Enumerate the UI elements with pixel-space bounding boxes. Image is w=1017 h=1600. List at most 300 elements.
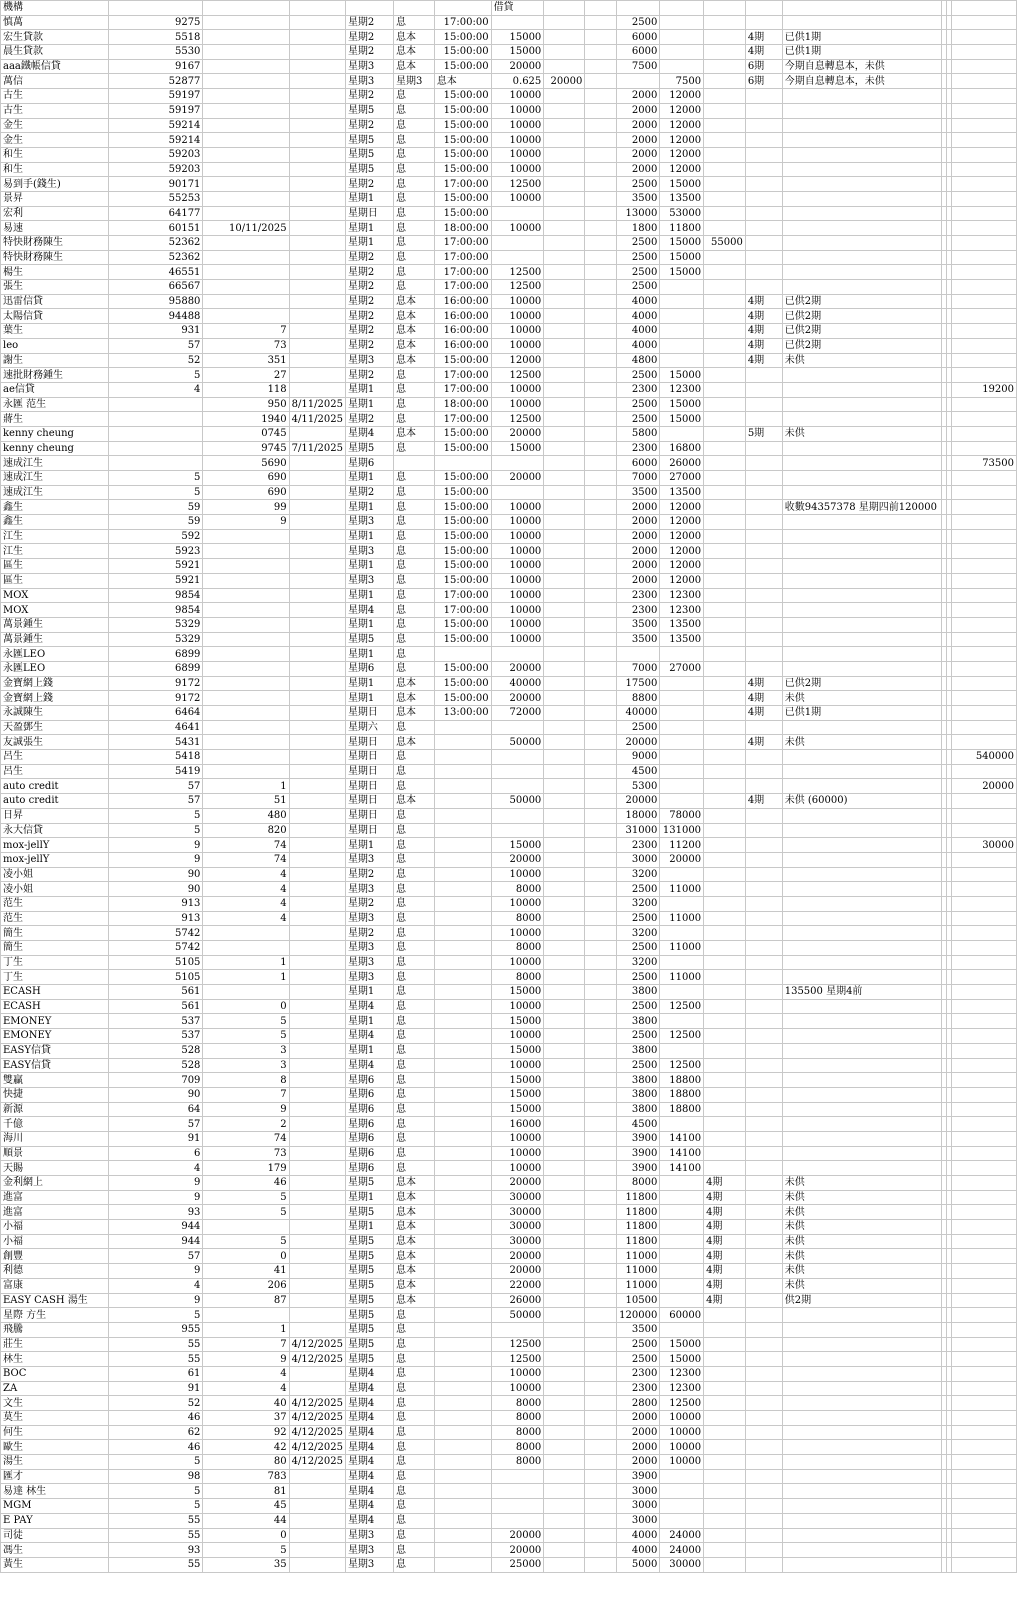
cell[interactable] xyxy=(704,1455,746,1470)
cell[interactable]: E PAY xyxy=(1,1513,109,1528)
cell[interactable]: 息 xyxy=(393,500,434,515)
cell[interactable]: 3200 xyxy=(617,896,660,911)
cell[interactable] xyxy=(704,1014,746,1029)
cell[interactable] xyxy=(393,456,434,471)
cell[interactable] xyxy=(782,1161,941,1176)
cell[interactable] xyxy=(203,103,289,118)
cell[interactable]: ae信貸 xyxy=(1,382,109,397)
cell[interactable]: 18800 xyxy=(660,1073,704,1088)
cell[interactable]: 12300 xyxy=(660,1381,704,1396)
cell[interactable] xyxy=(704,779,746,794)
cell[interactable] xyxy=(782,823,941,838)
cell[interactable]: 3800 xyxy=(617,1073,660,1088)
cell[interactable]: 15000 xyxy=(491,30,544,45)
cell[interactable] xyxy=(585,89,617,104)
cell[interactable] xyxy=(951,324,1016,339)
cell[interactable]: 12500 xyxy=(491,412,544,427)
cell[interactable]: 千億 xyxy=(1,1117,109,1132)
cell[interactable] xyxy=(745,236,782,251)
cell[interactable]: 24000 xyxy=(660,1543,704,1558)
cell[interactable]: 星期1 xyxy=(345,1043,393,1058)
cell[interactable] xyxy=(585,1190,617,1205)
cell[interactable]: 12000 xyxy=(660,515,704,530)
cell[interactable] xyxy=(951,706,1016,721)
cell[interactable] xyxy=(491,1513,544,1528)
cell[interactable]: 480 xyxy=(203,808,289,823)
cell[interactable] xyxy=(434,970,491,985)
cell[interactable] xyxy=(289,294,345,309)
cell[interactable] xyxy=(951,441,1016,456)
cell[interactable]: 20000 xyxy=(491,1528,544,1543)
cell[interactable]: 2300 xyxy=(617,588,660,603)
cell[interactable]: 60151 xyxy=(108,221,203,236)
cell[interactable]: 5690 xyxy=(203,456,289,471)
cell[interactable] xyxy=(434,779,491,794)
cell[interactable] xyxy=(289,823,345,838)
cell[interactable] xyxy=(951,1322,1016,1337)
cell[interactable]: 小福 xyxy=(1,1220,109,1235)
cell[interactable]: 星期2 xyxy=(345,926,393,941)
cell[interactable] xyxy=(585,808,617,823)
cell[interactable] xyxy=(544,896,585,911)
cell[interactable] xyxy=(544,30,585,45)
cell[interactable]: 40000 xyxy=(491,676,544,691)
cell[interactable]: 息 xyxy=(393,177,434,192)
cell[interactable]: 12500 xyxy=(491,368,544,383)
cell[interactable]: 星期1 xyxy=(345,647,393,662)
cell[interactable]: 5期 xyxy=(745,426,782,441)
cell[interactable]: 15:00:00 xyxy=(434,162,491,177)
cell[interactable]: 7/11/2025 xyxy=(289,441,345,456)
cell[interactable] xyxy=(434,1220,491,1235)
cell[interactable] xyxy=(544,1220,585,1235)
cell[interactable]: 星期2 xyxy=(345,89,393,104)
cell[interactable] xyxy=(660,1293,704,1308)
cell[interactable]: 1 xyxy=(203,1322,289,1337)
cell[interactable] xyxy=(704,1557,746,1572)
cell[interactable]: 8000 xyxy=(491,1440,544,1455)
cell[interactable]: 9172 xyxy=(108,676,203,691)
cell[interactable] xyxy=(289,1308,345,1323)
cell[interactable] xyxy=(434,1455,491,1470)
cell[interactable] xyxy=(704,808,746,823)
cell[interactable]: 星期6 xyxy=(345,1073,393,1088)
cell[interactable] xyxy=(745,1220,782,1235)
cell[interactable] xyxy=(585,1411,617,1426)
cell[interactable]: 12000 xyxy=(660,147,704,162)
cell[interactable]: 10000 xyxy=(491,1146,544,1161)
cell[interactable]: 20000 xyxy=(660,852,704,867)
cell[interactable]: 息 xyxy=(393,941,434,956)
cell[interactable] xyxy=(704,544,746,559)
cell[interactable] xyxy=(544,265,585,280)
cell[interactable] xyxy=(782,573,941,588)
cell[interactable]: 2000 xyxy=(617,89,660,104)
cell[interactable] xyxy=(585,1220,617,1235)
cell[interactable]: 息 xyxy=(393,441,434,456)
cell[interactable] xyxy=(544,661,585,676)
cell[interactable]: 易速 xyxy=(1,221,109,236)
cell[interactable] xyxy=(585,955,617,970)
cell[interactable] xyxy=(951,1543,1016,1558)
cell[interactable] xyxy=(704,456,746,471)
cell[interactable] xyxy=(782,808,941,823)
cell[interactable]: 15:00:00 xyxy=(434,691,491,706)
cell[interactable] xyxy=(289,515,345,530)
cell[interactable] xyxy=(745,1029,782,1044)
cell[interactable] xyxy=(585,559,617,574)
cell[interactable]: 12500 xyxy=(660,1396,704,1411)
cell[interactable]: 楊生 xyxy=(1,265,109,280)
cell[interactable]: 5 xyxy=(108,1455,203,1470)
cell[interactable] xyxy=(289,471,345,486)
cell[interactable]: 10000 xyxy=(491,118,544,133)
cell[interactable] xyxy=(704,823,746,838)
cell[interactable]: 2500 xyxy=(617,941,660,956)
cell[interactable]: 4000 xyxy=(617,324,660,339)
cell[interactable]: 955 xyxy=(108,1322,203,1337)
cell[interactable]: 7000 xyxy=(617,471,660,486)
cell[interactable] xyxy=(951,603,1016,618)
cell[interactable]: 富康 xyxy=(1,1278,109,1293)
cell[interactable]: 10000 xyxy=(491,133,544,148)
cell[interactable] xyxy=(434,1528,491,1543)
cell[interactable] xyxy=(782,1366,941,1381)
cell[interactable]: 4/12/2025 xyxy=(289,1337,345,1352)
cell[interactable]: 46 xyxy=(108,1411,203,1426)
cell[interactable]: 9 xyxy=(108,1264,203,1279)
cell[interactable] xyxy=(289,500,345,515)
cell[interactable] xyxy=(203,603,289,618)
cell[interactable] xyxy=(782,1087,941,1102)
cell[interactable]: 15000 xyxy=(491,441,544,456)
cell[interactable] xyxy=(491,456,544,471)
cell[interactable] xyxy=(951,955,1016,970)
cell[interactable]: 息 xyxy=(393,515,434,530)
cell[interactable]: mox-jellY xyxy=(1,838,109,853)
cell[interactable] xyxy=(660,1014,704,1029)
cell[interactable]: 944 xyxy=(108,1220,203,1235)
cell[interactable]: 星期4 xyxy=(345,1396,393,1411)
cell[interactable]: 20000 xyxy=(491,691,544,706)
cell[interactable]: 和生 xyxy=(1,162,109,177)
cell[interactable] xyxy=(782,368,941,383)
cell[interactable]: 息 xyxy=(393,1337,434,1352)
cell[interactable]: 息本 xyxy=(393,1293,434,1308)
cell[interactable]: 3900 xyxy=(617,1146,660,1161)
cell[interactable] xyxy=(782,970,941,985)
cell[interactable]: 2500 xyxy=(617,177,660,192)
cell[interactable]: 10000 xyxy=(491,1131,544,1146)
cell[interactable] xyxy=(704,1499,746,1514)
cell[interactable] xyxy=(660,1499,704,1514)
cell[interactable]: 息 xyxy=(393,955,434,970)
cell[interactable]: 簡生 xyxy=(1,926,109,941)
cell[interactable] xyxy=(745,500,782,515)
cell[interactable] xyxy=(704,147,746,162)
cell[interactable] xyxy=(660,1117,704,1132)
cell[interactable]: 11000 xyxy=(660,970,704,985)
cell[interactable]: 13500 xyxy=(660,485,704,500)
cell[interactable]: 15000 xyxy=(660,397,704,412)
cell[interactable] xyxy=(434,867,491,882)
cell[interactable] xyxy=(951,1528,1016,1543)
cell[interactable]: 50000 xyxy=(491,794,544,809)
cell[interactable] xyxy=(745,1073,782,1088)
cell[interactable] xyxy=(544,147,585,162)
cell[interactable] xyxy=(289,603,345,618)
cell[interactable]: 5 xyxy=(108,1308,203,1323)
cell[interactable]: 2000 xyxy=(617,515,660,530)
cell[interactable]: 萬景鍾生 xyxy=(1,632,109,647)
cell[interactable]: 天賜 xyxy=(1,1161,109,1176)
cell[interactable]: 12500 xyxy=(660,1058,704,1073)
cell[interactable] xyxy=(704,970,746,985)
cell[interactable]: 丁生 xyxy=(1,970,109,985)
cell[interactable] xyxy=(544,353,585,368)
cell[interactable] xyxy=(203,926,289,941)
cell[interactable]: 9 xyxy=(108,838,203,853)
cell[interactable] xyxy=(951,1293,1016,1308)
cell[interactable] xyxy=(289,133,345,148)
cell[interactable] xyxy=(544,779,585,794)
cell[interactable] xyxy=(782,191,941,206)
cell[interactable] xyxy=(585,676,617,691)
cell[interactable]: 20000 xyxy=(951,779,1016,794)
cell[interactable] xyxy=(434,1176,491,1191)
cell[interactable]: 星期6 xyxy=(345,661,393,676)
cell[interactable]: 15:00:00 xyxy=(434,45,491,60)
cell[interactable] xyxy=(544,1102,585,1117)
cell[interactable]: 息 xyxy=(393,1469,434,1484)
cell[interactable]: 3500 xyxy=(617,632,660,647)
cell[interactable] xyxy=(660,750,704,765)
cell[interactable] xyxy=(544,382,585,397)
cell[interactable] xyxy=(660,294,704,309)
cell[interactable]: 星期5 xyxy=(345,1278,393,1293)
cell[interactable]: 57 xyxy=(108,794,203,809)
cell[interactable] xyxy=(491,647,544,662)
cell[interactable]: 星期4 xyxy=(345,1484,393,1499)
cell[interactable]: 何生 xyxy=(1,1425,109,1440)
cell[interactable]: 永匯LEO xyxy=(1,661,109,676)
cell[interactable]: 7 xyxy=(203,324,289,339)
cell[interactable] xyxy=(544,1073,585,1088)
cell[interactable]: 4期 xyxy=(704,1234,746,1249)
cell[interactable]: 24000 xyxy=(660,1528,704,1543)
cell[interactable]: 2500 xyxy=(617,397,660,412)
cell[interactable]: 10000 xyxy=(491,896,544,911)
cell[interactable]: 未供 xyxy=(782,1234,941,1249)
cell[interactable]: 73500 xyxy=(951,456,1016,471)
cell[interactable]: 12000 xyxy=(660,103,704,118)
cell[interactable] xyxy=(782,720,941,735)
cell[interactable] xyxy=(203,118,289,133)
cell[interactable]: 12000 xyxy=(660,544,704,559)
cell[interactable] xyxy=(544,1484,585,1499)
cell[interactable] xyxy=(544,162,585,177)
cell[interactable] xyxy=(660,1220,704,1235)
cell[interactable]: 順景 xyxy=(1,1146,109,1161)
cell[interactable]: 息 xyxy=(393,206,434,221)
cell[interactable]: 17:00:00 xyxy=(434,236,491,251)
cell[interactable] xyxy=(544,1381,585,1396)
cell[interactable] xyxy=(745,867,782,882)
cell[interactable] xyxy=(544,559,585,574)
cell[interactable] xyxy=(704,1528,746,1543)
cell[interactable] xyxy=(491,720,544,735)
cell[interactable] xyxy=(434,1484,491,1499)
cell[interactable]: 11800 xyxy=(617,1205,660,1220)
cell[interactable]: 10000 xyxy=(491,338,544,353)
cell[interactable]: 匯才 xyxy=(1,1469,109,1484)
cell[interactable]: 2000 xyxy=(617,147,660,162)
cell[interactable]: 26000 xyxy=(491,1293,544,1308)
cell[interactable]: 5 xyxy=(203,1029,289,1044)
cell[interactable]: 星期2 xyxy=(345,309,393,324)
cell[interactable] xyxy=(782,750,941,765)
cell[interactable]: 息 xyxy=(393,647,434,662)
cell[interactable] xyxy=(745,1425,782,1440)
cell[interactable]: 利德 xyxy=(1,1264,109,1279)
cell[interactable]: 90 xyxy=(108,882,203,897)
cell[interactable]: 息本 xyxy=(393,45,434,60)
cell[interactable]: 90171 xyxy=(108,177,203,192)
cell[interactable] xyxy=(660,1205,704,1220)
cell[interactable]: 星期5 xyxy=(345,1249,393,1264)
cell[interactable] xyxy=(745,1381,782,1396)
cell[interactable] xyxy=(704,162,746,177)
cell[interactable]: 57 xyxy=(108,1249,203,1264)
cell[interactable] xyxy=(544,926,585,941)
cell[interactable]: 金生 xyxy=(1,118,109,133)
cell[interactable]: 10000 xyxy=(491,955,544,970)
cell[interactable] xyxy=(704,1117,746,1132)
cell[interactable]: 15:00:00 xyxy=(434,103,491,118)
cell[interactable] xyxy=(704,412,746,427)
cell[interactable]: 新源 xyxy=(1,1102,109,1117)
cell[interactable]: 9172 xyxy=(108,691,203,706)
cell[interactable]: 6 xyxy=(108,1146,203,1161)
cell[interactable]: 星期4 xyxy=(345,1513,393,1528)
cell[interactable]: 4期 xyxy=(745,30,782,45)
cell[interactable]: 星期5 xyxy=(345,632,393,647)
cell[interactable]: 3800 xyxy=(617,1087,660,1102)
cell[interactable] xyxy=(782,1014,941,1029)
cell[interactable]: 57 xyxy=(108,338,203,353)
cell[interactable] xyxy=(434,1440,491,1455)
cell[interactable] xyxy=(585,500,617,515)
cell[interactable]: 5419 xyxy=(108,764,203,779)
cell[interactable] xyxy=(704,382,746,397)
cell[interactable]: 15:00:00 xyxy=(434,30,491,45)
cell[interactable] xyxy=(951,941,1016,956)
cell[interactable] xyxy=(660,1322,704,1337)
cell[interactable] xyxy=(434,896,491,911)
cell[interactable] xyxy=(660,691,704,706)
cell[interactable]: 20000 xyxy=(544,74,585,89)
cell[interactable]: 12500 xyxy=(660,999,704,1014)
cell[interactable]: 592 xyxy=(108,529,203,544)
cell[interactable]: 11800 xyxy=(617,1190,660,1205)
cell[interactable] xyxy=(660,1278,704,1293)
cell[interactable]: 息本 xyxy=(393,1264,434,1279)
cell[interactable] xyxy=(585,1440,617,1455)
cell[interactable]: 4期 xyxy=(745,691,782,706)
cell[interactable]: 星期1 xyxy=(345,985,393,1000)
cell[interactable] xyxy=(951,529,1016,544)
cell[interactable]: 15000 xyxy=(491,1087,544,1102)
cell[interactable]: 息 xyxy=(393,852,434,867)
cell[interactable]: 3500 xyxy=(617,1322,660,1337)
cell[interactable] xyxy=(951,515,1016,530)
cell[interactable] xyxy=(289,617,345,632)
cell[interactable] xyxy=(745,1264,782,1279)
cell[interactable] xyxy=(585,368,617,383)
cell[interactable]: 息 xyxy=(393,103,434,118)
cell[interactable] xyxy=(782,1396,941,1411)
cell[interactable]: 5 xyxy=(203,1190,289,1205)
cell[interactable] xyxy=(704,588,746,603)
cell[interactable] xyxy=(585,103,617,118)
cell[interactable]: 2000 xyxy=(617,1440,660,1455)
cell[interactable]: 9 xyxy=(203,1352,289,1367)
cell[interactable] xyxy=(544,103,585,118)
cell[interactable]: 0 xyxy=(203,1249,289,1264)
cell[interactable] xyxy=(434,1117,491,1132)
cell[interactable]: 19200 xyxy=(951,382,1016,397)
cell[interactable] xyxy=(203,573,289,588)
cell[interactable]: 2500 xyxy=(617,911,660,926)
cell[interactable] xyxy=(951,999,1016,1014)
cell[interactable]: 15:00:00 xyxy=(434,632,491,647)
cell[interactable]: 3000 xyxy=(617,1513,660,1528)
cell[interactable] xyxy=(951,1249,1016,1264)
cell[interactable] xyxy=(660,1484,704,1499)
cell[interactable] xyxy=(951,1499,1016,1514)
cell[interactable]: 18:00:00 xyxy=(434,221,491,236)
cell[interactable]: 息 xyxy=(393,162,434,177)
cell[interactable]: 息 xyxy=(393,1029,434,1044)
cell[interactable]: 15000 xyxy=(491,838,544,853)
cell[interactable] xyxy=(544,280,585,295)
cell[interactable] xyxy=(745,1176,782,1191)
cell[interactable] xyxy=(289,955,345,970)
cell[interactable] xyxy=(745,852,782,867)
cell[interactable]: 已供1期 xyxy=(782,706,941,721)
cell[interactable]: 64177 xyxy=(108,206,203,221)
cell[interactable]: 12000 xyxy=(660,500,704,515)
cell[interactable]: 72000 xyxy=(491,706,544,721)
cell[interactable] xyxy=(585,471,617,486)
cell[interactable]: 73 xyxy=(203,1146,289,1161)
cell[interactable]: 14100 xyxy=(660,1131,704,1146)
cell[interactable]: 15:00:00 xyxy=(434,191,491,206)
cell[interactable]: 61 xyxy=(108,1366,203,1381)
cell[interactable] xyxy=(951,1381,1016,1396)
cell[interactable] xyxy=(585,882,617,897)
cell[interactable]: 星期日 xyxy=(345,206,393,221)
cell[interactable]: 2000 xyxy=(617,529,660,544)
cell[interactable] xyxy=(585,750,617,765)
cell[interactable] xyxy=(660,1176,704,1191)
cell[interactable] xyxy=(782,1352,941,1367)
cell[interactable] xyxy=(782,1131,941,1146)
cell[interactable] xyxy=(745,1366,782,1381)
cell[interactable] xyxy=(289,529,345,544)
cell[interactable]: 息 xyxy=(393,236,434,251)
cell[interactable]: 未供 xyxy=(782,735,941,750)
